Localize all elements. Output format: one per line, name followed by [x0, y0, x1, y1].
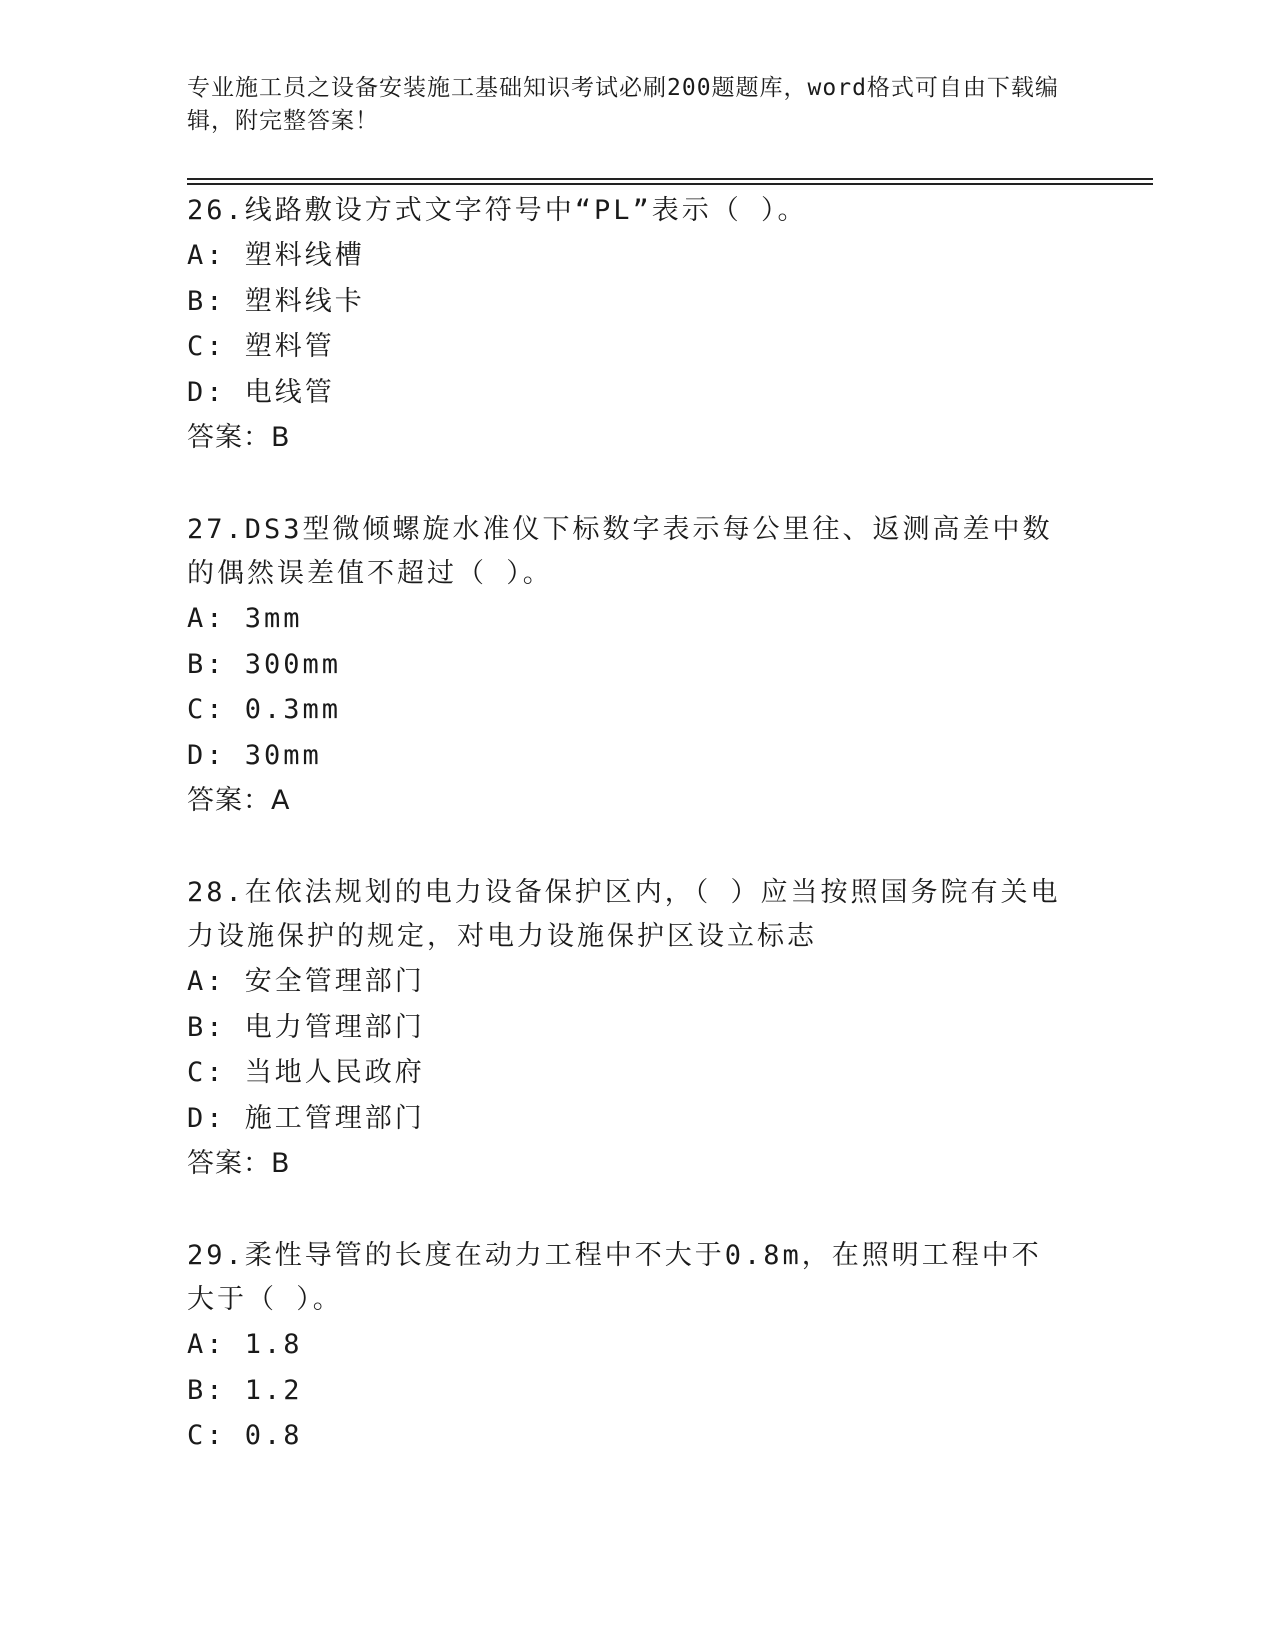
option-c: C: 0.3mm — [187, 694, 342, 725]
question-27 — [187, 508, 1067, 824]
option-c: C: 0.8 — [187, 1420, 303, 1451]
option-d: D: 施工管理部门 — [187, 1102, 425, 1134]
option-a: A: 1.8 — [187, 1329, 303, 1360]
option-a: A: 安全管理部门 — [187, 966, 425, 997]
option-a: A: 3mm — [187, 603, 303, 634]
answer: 答案：B — [187, 422, 291, 453]
option-d: D: 30mm — [187, 739, 322, 771]
option-c: C: 塑料管 — [187, 331, 335, 362]
question-stem: 26.线路敷设方式文字符号中“PL”表示（ ）。 — [187, 195, 808, 226]
answer: 答案：B — [187, 1148, 291, 1179]
question-26 — [187, 189, 1067, 461]
question-29 — [187, 1234, 1067, 1459]
option-b: B: 1.2 — [187, 1374, 303, 1406]
question-stem: 28.在依法规划的电力设备保护区内，（ ）应当按照国务院有关电力设施保护的规定，对电力设施保护区设立标志 — [187, 877, 1061, 952]
option-c: C: 当地人民政府 — [187, 1057, 425, 1088]
option-b: B: 塑料线卡 — [187, 285, 365, 317]
answer: 答案：A — [187, 785, 291, 816]
document-header: 专业施工员之设备安装施工基础知识考试必刷200题题库，word格式可自由下载编辑，附完整答案！ — [187, 75, 1059, 134]
option-a: A: 塑料线槽 — [187, 240, 365, 271]
question-stem: 27.DS3型微倾螺旋水准仪下标数字表示每公里往、返测高差中数的偶然误差值不超过（ ）。 — [187, 514, 1053, 589]
option-d: D: 电线管 — [187, 376, 335, 408]
option-b: B: 300mm — [187, 648, 342, 680]
question-28 — [187, 871, 1067, 1187]
question-stem: 29.柔性导管的长度在动力工程中不大于0.8m，在照明工程中不大于（ ）。 — [187, 1240, 1042, 1315]
header-rule-top — [187, 178, 1153, 180]
option-b: B: 电力管理部门 — [187, 1011, 425, 1043]
header-rule-bottom — [187, 183, 1153, 185]
